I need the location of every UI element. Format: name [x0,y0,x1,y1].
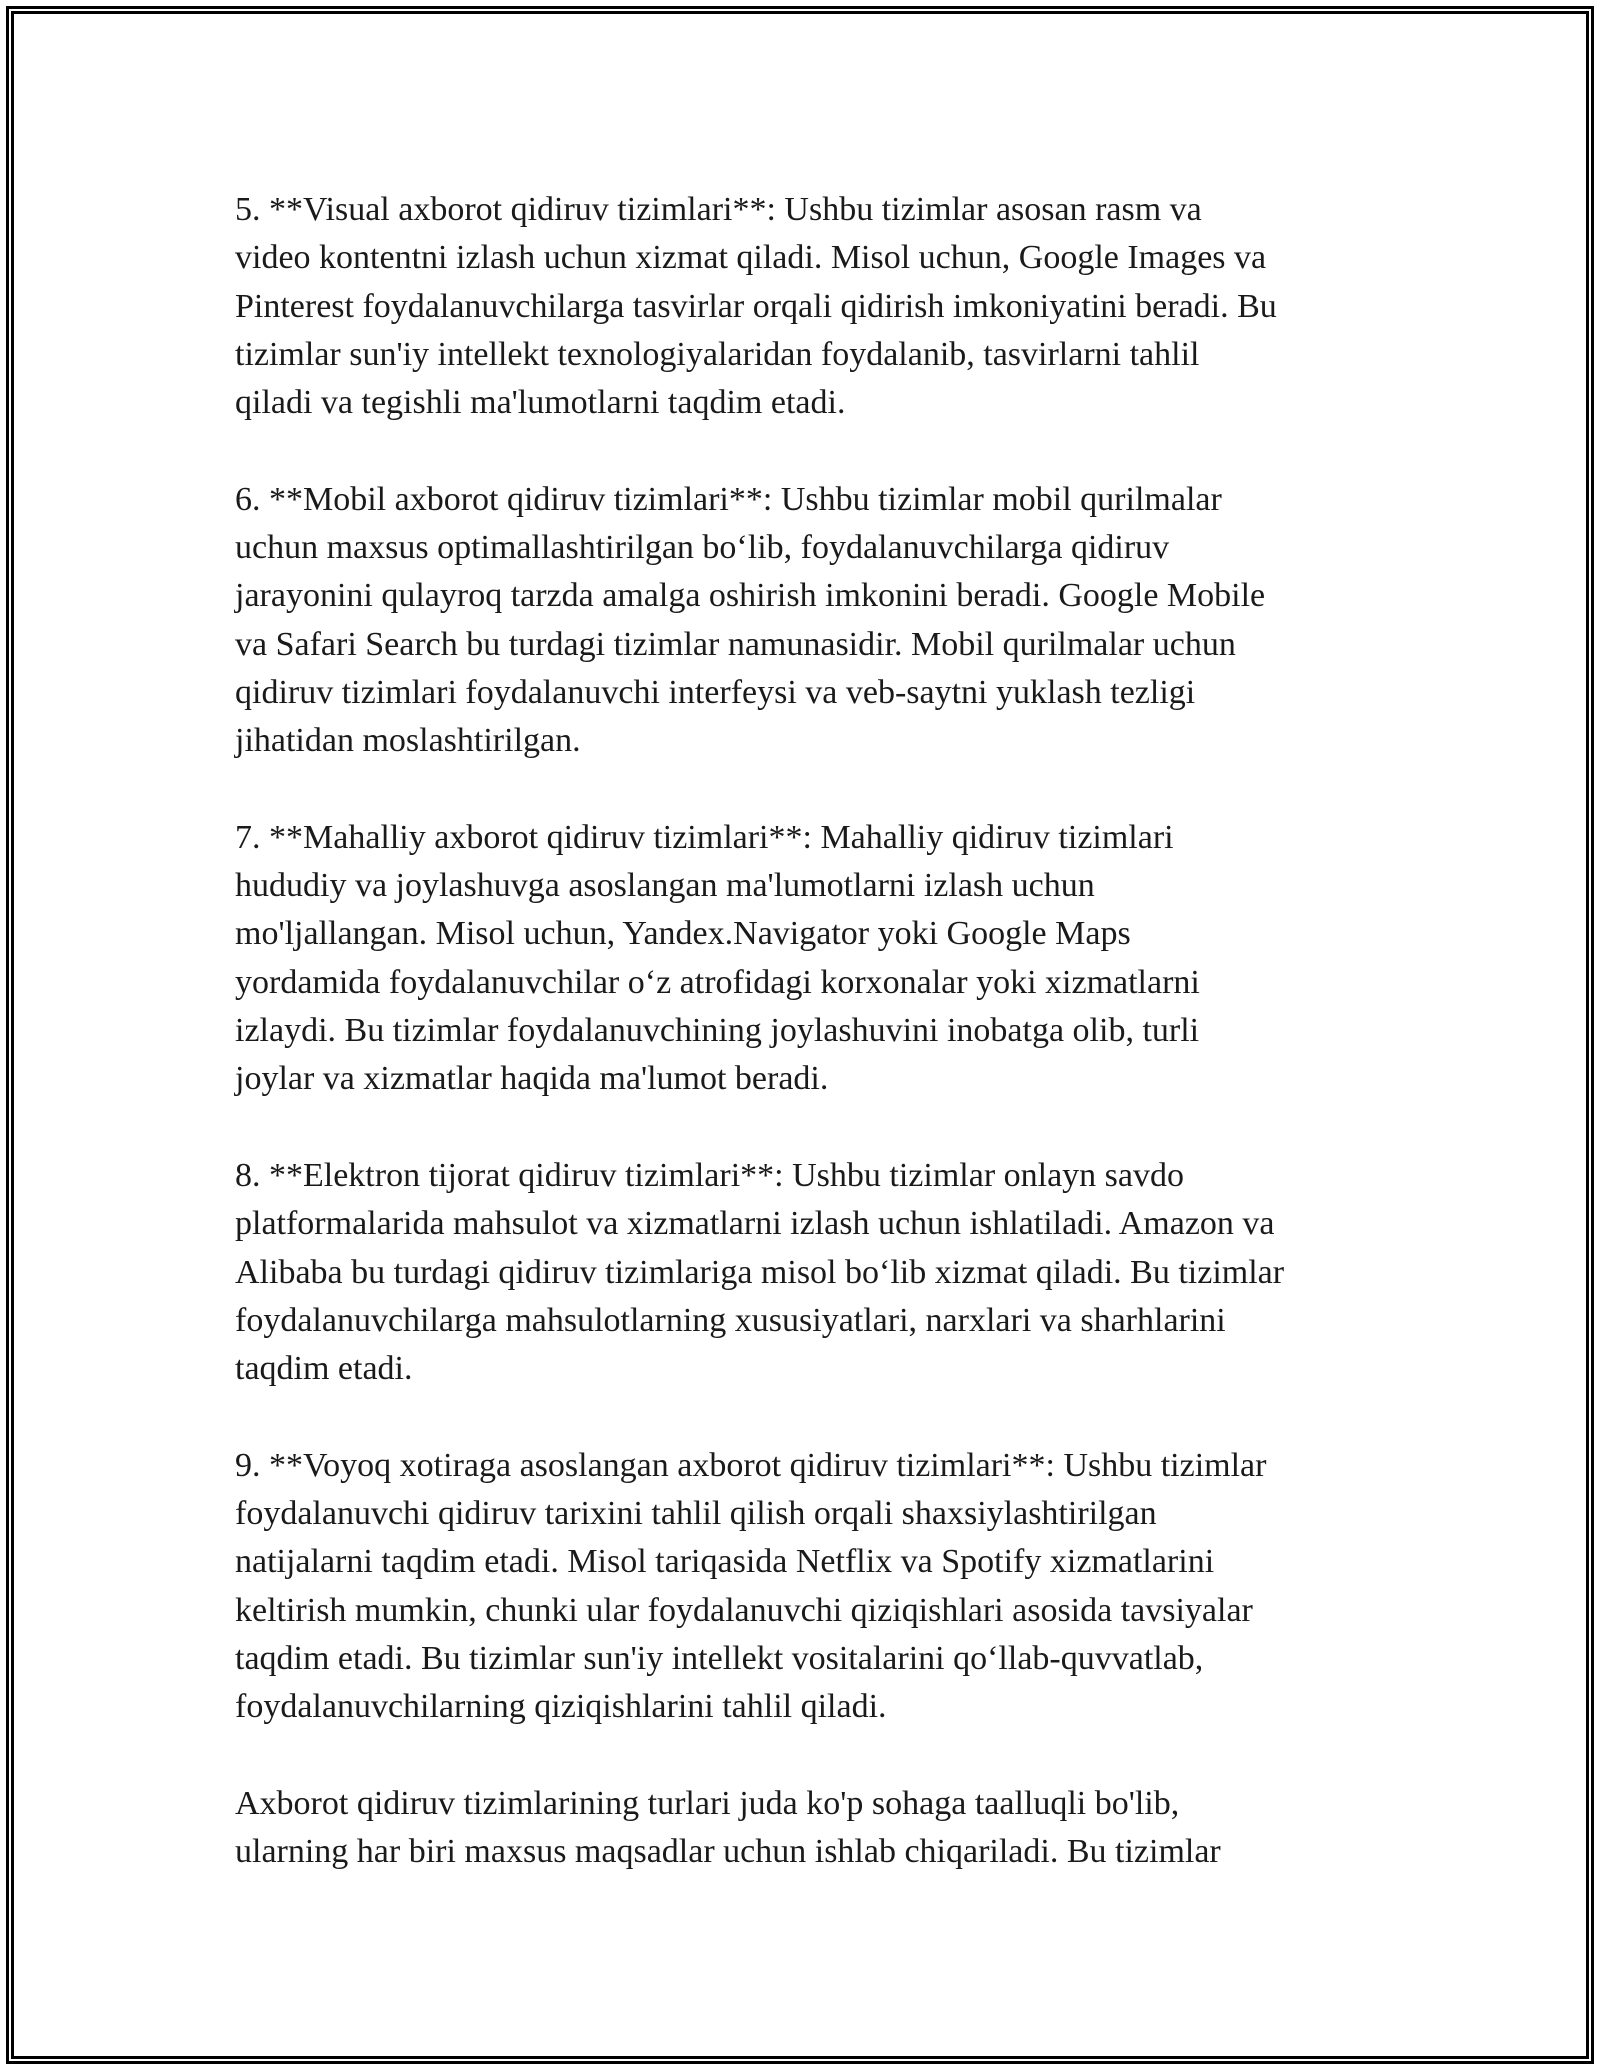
text-line: 5. **Visual axborot qidiruv tizimlari**: Ushbu tizimlar asosan rasm va [235,191,1202,228]
paragraph-visual-search [235,186,1395,427]
text-line: foydalanuvchi qidiruv tarixini tahlil qilish orqali shaxsiylashtirilgan [235,1495,1157,1533]
text-line: jihatidan moslashtirilgan. [235,722,581,760]
text-line: Alibaba bu turdagi qidiruv tizimlariga misol bo‘lib xizmat qiladi. Bu tizimlar [235,1253,1285,1291]
paragraph-conclusion [235,1780,1395,1877]
text-line: va Safari Search bu turdagi tizimlar namunasidir. Mobil qurilmalar uchun [235,625,1236,663]
text-line: keltirish mumkin, chunki ular foydalanuvchi qiziqishlari asosida tavsiyalar [235,1591,1253,1629]
text-line: yordamida foydalanuvchilar o‘z atrofidagi korxonalar yoki xizmatlarni [235,963,1200,1001]
paragraph-ecommerce-search [235,1152,1395,1393]
text-line: joylar va xizmatlar haqida ma'lumot beradi. [235,1060,829,1098]
text-line: taqdim etadi. [235,1350,413,1388]
text-line: uchun maxsus optimallashtirilgan bo‘lib, foydalanuvchilarga qidiruv [235,529,1170,567]
text-line: video kontentni izlash uchun xizmat qiladi. Misol uchun, Google Images va [235,239,1267,277]
text-line: foydalanuvchilarga mahsulotlarning xususiyatlari, narxlari va sharhlarini [235,1301,1226,1339]
text-line: izlaydi. Bu tizimlar foydalanuvchining joylashuvini inobatga olib, turli [235,1012,1200,1050]
paragraph-memory-search [235,1442,1395,1732]
text-line: 8. **Elektron tijorat qidiruv tizimlari**: Ushbu tizimlar onlayn savdo [235,1156,1184,1194]
text-line: 6. **Mobil axborot qidiruv tizimlari**: Ushbu tizimlar mobil qurilmalar [235,480,1222,518]
text-line: Pinterest foydalanuvchilarga tasvirlar orqali qidirish imkoniyatini beradi. Bu [235,287,1277,325]
document-body [235,186,1395,1925]
text-line: qidiruv tizimlari foydalanuvchi interfeysi va veb-saytni yuklash tezligi [235,673,1196,711]
text-line: Axborot qidiruv tizimlarining turlari juda ko'p sohaga taalluqli bo'lib, [235,1784,1180,1822]
text-line: hududiy va joylashuvga asoslangan ma'lumotlarni izlash uchun [235,867,1095,905]
text-line: foydalanuvchilarning qiziqishlarini tahlil qiladi. [235,1688,887,1726]
text-line: qiladi va tegishli ma'lumotlarni taqdim etadi. [235,384,846,422]
text-line: jarayonini qulayroq tarzda amalga oshirish imkonini beradi. Google Mobile [235,577,1266,615]
text-line: taqdim etadi. Bu tizimlar sun'iy intellekt vositalarini qo‘llab-quvvatlab, [235,1639,1204,1677]
text-line: 9. **Voyoq xotiraga asoslangan axborot qidiruv tizimlari**: Ushbu tizimlar [235,1446,1267,1484]
text-line: ularning har biri maxsus maqsadlar uchun ishlab chiqariladi. Bu tizimlar [235,1833,1221,1871]
text-line: tizimlar sun'iy intellekt texnologiyalaridan foydalanib, tasvirlarni tahlil [235,335,1200,373]
paragraph-local-search [235,814,1395,1104]
text-line: mo'ljallangan. Misol uchun, Yandex.Navigator yoki Google Maps [235,915,1131,953]
paragraph-mobile-search [235,476,1395,766]
text-line: 7. **Mahalliy axborot qidiruv tizimlari**: Mahalliy qidiruv tizimlari [235,818,1174,856]
text-line: platformalarida mahsulot va xizmatlarni izlash uchun ishlatiladi. Amazon va [235,1205,1275,1243]
text-line: natijalarni taqdim etadi. Misol tariqasida Netflix va Spotify xizmatlarini [235,1543,1215,1581]
